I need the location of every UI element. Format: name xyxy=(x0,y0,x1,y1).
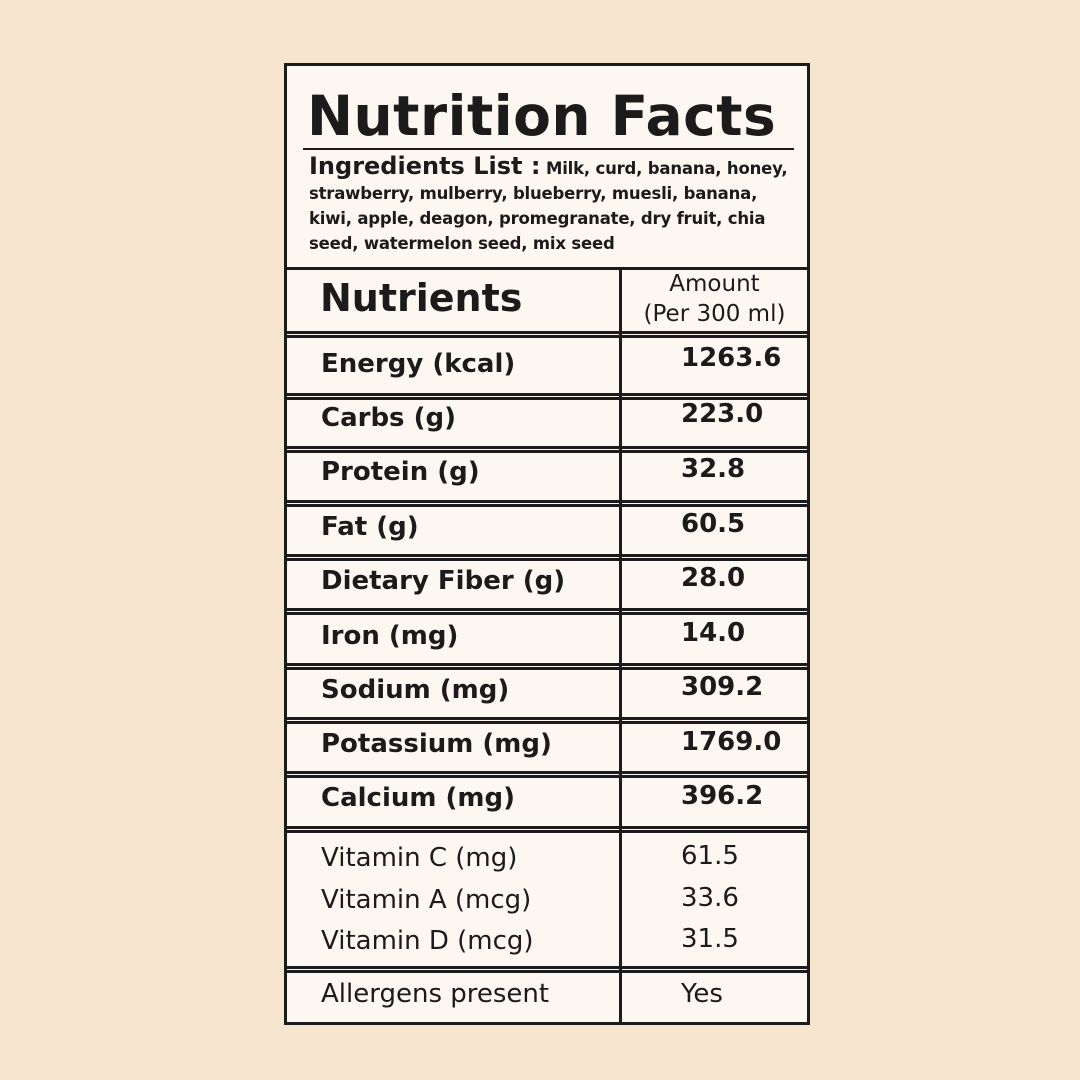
nutrient-name-protein: Protein (g) xyxy=(321,457,480,487)
divider xyxy=(287,500,807,503)
label-header xyxy=(287,66,807,267)
allergens-value: Yes xyxy=(681,979,723,1009)
vitamin-name-d: Vitamin D (mcg) xyxy=(321,926,534,956)
title-underline xyxy=(303,148,794,150)
amount-header-line: Amount xyxy=(669,271,760,297)
divider xyxy=(287,721,807,724)
nutrient-value-protein: 32.8 xyxy=(681,454,746,484)
divider xyxy=(287,826,807,829)
allergens-label: Allergens present xyxy=(321,979,550,1009)
divider xyxy=(287,608,807,611)
nutrient-name-sodium: Sodium (mg) xyxy=(321,675,510,705)
divider xyxy=(287,612,807,615)
divider xyxy=(287,663,807,666)
divider xyxy=(287,775,807,778)
nutrient-name-iron: Iron (mg) xyxy=(321,621,459,651)
nutrient-name-fiber: Dietary Fiber (g) xyxy=(321,566,566,596)
divider xyxy=(287,667,807,670)
nutrient-value-iron: 14.0 xyxy=(681,618,746,648)
divider xyxy=(287,446,807,449)
nutrient-name-fat: Fat (g) xyxy=(321,512,419,542)
nutrient-name-energy: Energy (kcal) xyxy=(321,349,516,379)
vitamin-value-d: 31.5 xyxy=(681,924,739,954)
nutrient-value-sodium: 309.2 xyxy=(681,672,764,702)
nutrient-value-calcium: 396.2 xyxy=(681,781,764,811)
label-title: Nutrition Facts xyxy=(307,84,777,148)
ingredients-label: Ingredients List : xyxy=(309,152,541,180)
divider xyxy=(287,771,807,774)
vitamin-name-a: Vitamin A (mcg) xyxy=(321,885,532,915)
divider xyxy=(287,331,807,334)
nutrient-value-carbs: 223.0 xyxy=(681,399,764,429)
divider xyxy=(287,966,807,969)
nutrient-value-fat: 60.5 xyxy=(681,509,746,539)
nutrition-label xyxy=(284,63,810,1025)
ingredients-block xyxy=(309,154,805,256)
amount-column-header xyxy=(622,269,807,329)
divider xyxy=(287,970,807,973)
nutrient-value-fiber: 28.0 xyxy=(681,563,746,593)
divider xyxy=(287,504,807,507)
vitamin-value-a: 33.6 xyxy=(681,883,739,913)
column-divider xyxy=(619,267,622,1022)
divider xyxy=(287,554,807,557)
divider xyxy=(287,717,807,720)
vitamin-value-c: 61.5 xyxy=(681,841,739,871)
divider xyxy=(287,335,807,338)
ingredients-text: Milk, curd, banana, honey, strawberry, mulberry, blueberry, muesli, banana, kiwi, apple, deagon, promegranate, dry fruit, chia seed, watermelon seed, mix seed xyxy=(309,159,788,253)
divider xyxy=(287,393,807,396)
nutrient-value-potassium: 1769.0 xyxy=(681,727,782,757)
divider xyxy=(287,558,807,561)
divider xyxy=(287,450,807,453)
nutrients-column-header: Nutrients xyxy=(320,276,523,320)
nutrient-name-carbs: Carbs (g) xyxy=(321,403,456,433)
amount-header-unit: (Per 300 ml) xyxy=(643,301,786,327)
vitamin-name-c: Vitamin C (mg) xyxy=(321,843,518,873)
divider xyxy=(287,830,807,833)
nutrient-name-potassium: Potassium (mg) xyxy=(321,729,552,759)
nutrient-name-calcium: Calcium (mg) xyxy=(321,783,515,813)
nutrient-value-energy: 1263.6 xyxy=(681,343,782,373)
